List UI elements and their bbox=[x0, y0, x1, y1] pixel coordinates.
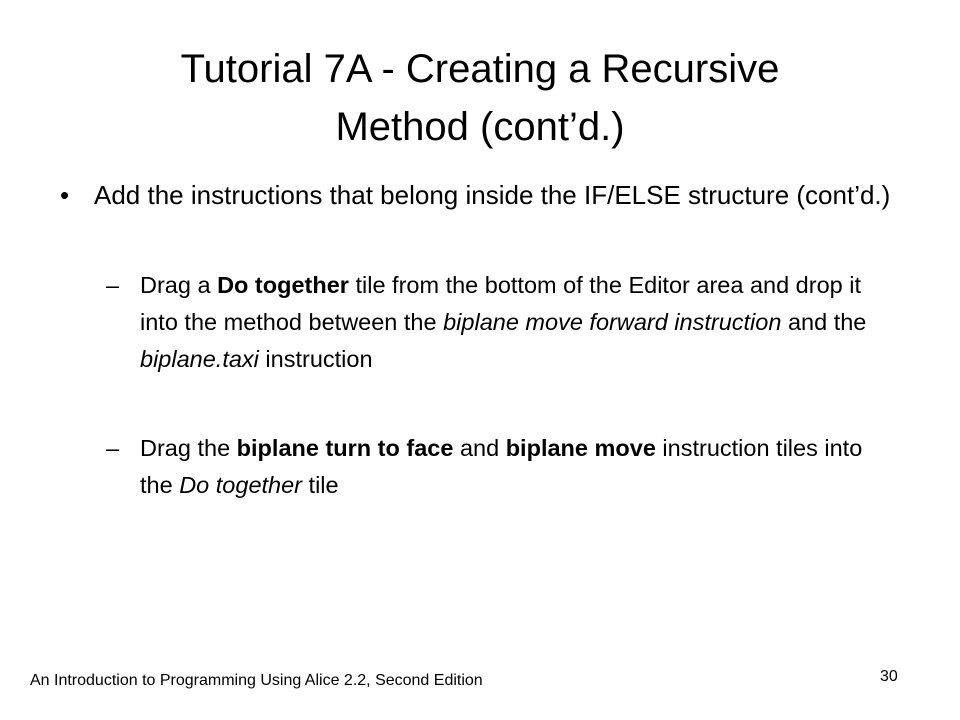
bold-run: Do together bbox=[217, 272, 349, 298]
text-run: Drag a bbox=[140, 272, 218, 298]
text-run: tile from the bottom of the Editor area and drop it into the method between the bbox=[140, 272, 861, 335]
text-run: and bbox=[453, 435, 506, 461]
bold-run: biplane move bbox=[505, 435, 656, 461]
bullet-text: Add the instructions that belong inside the IF/ELSE structure (cont’d.) bbox=[94, 180, 891, 210]
footer-text: An Introduction to Programming Using Alice 2.2, Second Edition bbox=[30, 672, 483, 689]
slide-title-line-2: Method (cont’d.) bbox=[335, 105, 625, 149]
bullet-level-1 bbox=[60, 176, 900, 214]
slide-title bbox=[60, 40, 900, 156]
sub-bullet-text bbox=[140, 267, 886, 378]
italic-run: biplane.taxi bbox=[140, 346, 259, 372]
bold-run: biplane turn to face bbox=[236, 435, 454, 461]
sub-bullet-text bbox=[140, 430, 886, 504]
sub-bullet-marker: – bbox=[106, 435, 120, 461]
italic-run: Do together bbox=[179, 472, 303, 498]
text-run: and the bbox=[781, 309, 867, 335]
italic-run: biplane move forward instruction bbox=[443, 309, 782, 335]
sub-bullet-2 bbox=[106, 430, 886, 504]
text-run: Drag the bbox=[140, 435, 237, 461]
sub-bullet-1 bbox=[106, 267, 886, 378]
slide-title-line-1: Tutorial 7A - Creating a Recursive bbox=[180, 47, 780, 91]
page-number: 30 bbox=[880, 668, 898, 685]
sub-bullet-marker: – bbox=[106, 272, 120, 298]
text-run: instruction bbox=[258, 346, 373, 372]
text-run: instruction tiles into the bbox=[140, 435, 863, 498]
text-run: tile bbox=[302, 472, 339, 498]
bullet-marker: • bbox=[60, 180, 70, 210]
